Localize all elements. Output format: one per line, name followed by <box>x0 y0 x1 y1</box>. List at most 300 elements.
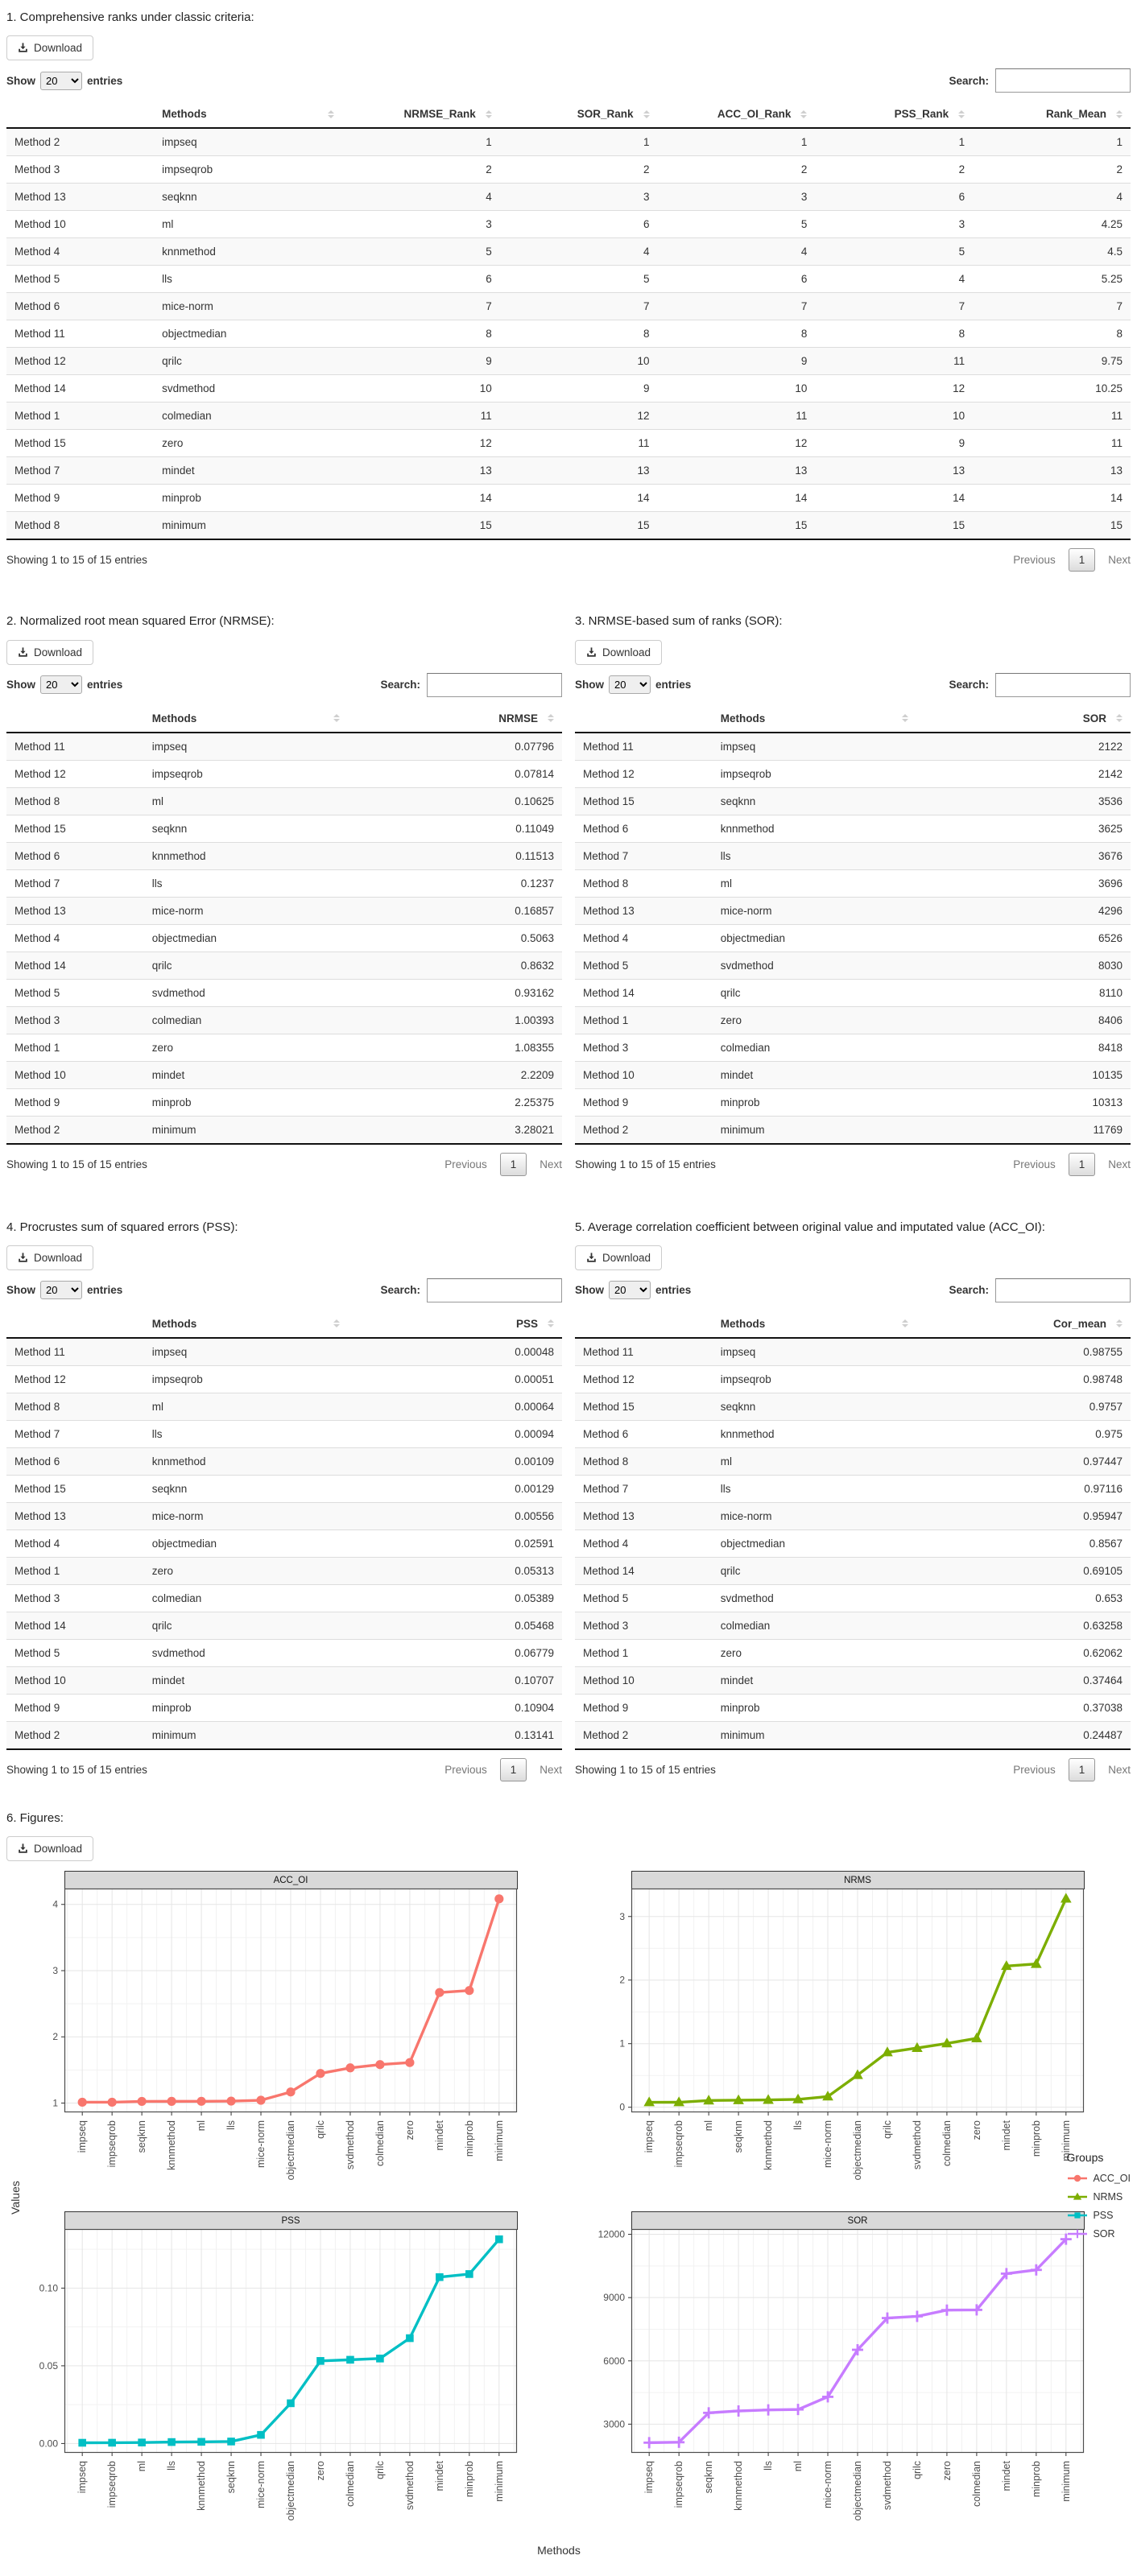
value-cell: 14 <box>658 485 816 512</box>
table-row <box>575 1557 1131 1584</box>
table-row <box>575 979 1131 1006</box>
method-cell: minimum <box>713 1721 916 1749</box>
value-cell: 10.25 <box>973 375 1131 402</box>
showing-info: Showing 1 to 15 of 15 entries <box>575 1158 716 1170</box>
value-cell: 0.07796 <box>348 733 562 761</box>
svg-text:lls: lls <box>763 2461 775 2471</box>
page-size-select[interactable] <box>40 675 82 694</box>
table-row <box>6 457 1131 485</box>
row-name-cell: Method 10 <box>6 1666 144 1694</box>
value-cell: 0.1237 <box>348 869 562 897</box>
table-header-row <box>575 1311 1131 1338</box>
method-cell: knnmethod <box>713 1420 916 1447</box>
page-1-button[interactable]: 1 <box>500 1153 527 1176</box>
table-row <box>575 952 1131 979</box>
method-cell: mindet <box>713 1666 916 1694</box>
page-size-select[interactable] <box>40 72 82 90</box>
value-cell: 0.5063 <box>348 924 562 952</box>
section-sor <box>575 609 1131 1177</box>
table-row <box>6 733 562 761</box>
column-header-methods[interactable]: Methods <box>713 705 916 733</box>
value-cell: 11769 <box>916 1116 1131 1144</box>
download-button[interactable] <box>6 1245 93 1270</box>
entries-label: entries <box>655 679 692 691</box>
value-cell: 6 <box>658 266 816 293</box>
row-name-cell: Method 7 <box>6 457 154 485</box>
method-cell: mice-norm <box>154 293 342 320</box>
search-label: Search: <box>949 74 989 87</box>
svg-text:minimum: minimum <box>493 2461 505 2502</box>
row-name-cell: Method 4 <box>6 924 144 952</box>
value-cell: 2.25375 <box>348 1088 562 1116</box>
legend-label: ACC_OI <box>1093 2173 1131 2184</box>
svg-text:6000: 6000 <box>603 2355 625 2367</box>
table-row <box>6 1666 562 1694</box>
table-row <box>6 320 1131 348</box>
table-row <box>575 1365 1131 1393</box>
value-cell: 14 <box>342 485 500 512</box>
svg-text:impseq: impseq <box>643 2461 655 2494</box>
column-header-rowname <box>575 705 713 733</box>
table-row <box>575 869 1131 897</box>
value-cell: 0.24487 <box>916 1721 1131 1749</box>
table-row <box>575 1721 1131 1749</box>
table-row <box>575 1666 1131 1694</box>
search-box <box>380 673 562 697</box>
method-cell: minprob <box>154 485 342 512</box>
method-cell: mindet <box>144 1061 348 1088</box>
previous-button[interactable]: Previous <box>444 1158 487 1170</box>
column-header-methods[interactable]: Methods <box>144 705 348 733</box>
row-name-cell: Method 14 <box>575 1557 713 1584</box>
row-name-cell: Method 7 <box>6 1420 144 1447</box>
value-cell: 0.16857 <box>348 897 562 924</box>
method-cell: mice-norm <box>713 897 916 924</box>
row-name-cell: Method 1 <box>6 1034 144 1061</box>
row-name-cell: Method 15 <box>575 787 713 815</box>
search-input[interactable] <box>995 68 1131 93</box>
search-label: Search: <box>949 1284 989 1297</box>
show-entries <box>6 675 122 694</box>
page-size-select[interactable] <box>609 1281 651 1299</box>
value-cell: 11 <box>973 402 1131 430</box>
legend-item-nrms <box>1066 2189 1131 2205</box>
row-name-cell: Method 3 <box>6 1584 144 1612</box>
value-cell: 0.00109 <box>348 1447 562 1475</box>
value-cell: 2.2209 <box>348 1061 562 1088</box>
svg-text:mindet: mindet <box>433 2461 445 2491</box>
row-name-cell: Method 11 <box>6 1338 144 1366</box>
svg-text:impseqrob: impseqrob <box>106 2461 118 2508</box>
legend-item-acc_oi <box>1066 2170 1131 2186</box>
row-name-cell: Method 1 <box>6 1557 144 1584</box>
table-row <box>575 815 1131 842</box>
value-cell: 0.975 <box>916 1420 1131 1447</box>
row-name-cell: Method 10 <box>575 1061 713 1088</box>
table-row <box>6 1338 562 1366</box>
next-button[interactable]: Next <box>1108 1158 1131 1170</box>
method-cell: zero <box>154 430 342 457</box>
section-acc-oi <box>575 1215 1131 1783</box>
pagination <box>1013 1758 1131 1781</box>
value-cell: 11 <box>658 402 816 430</box>
square-marker-icon <box>1066 2207 1089 2223</box>
chart-nrms <box>596 1871 1089 2200</box>
row-name-cell: Method 5 <box>6 1639 144 1666</box>
value-cell: 5 <box>342 238 500 266</box>
value-cell: 13 <box>342 457 500 485</box>
table-row <box>6 184 1131 211</box>
page-1-button[interactable]: 1 <box>1069 1758 1096 1781</box>
download-button[interactable] <box>6 640 93 665</box>
value-cell: 9 <box>342 348 500 375</box>
show-label: Show <box>6 1284 35 1297</box>
table-row <box>6 293 1131 320</box>
row-name-cell: Method 2 <box>575 1721 713 1749</box>
value-cell: 0.8632 <box>348 952 562 979</box>
legend-item-sor <box>1066 2226 1131 2242</box>
download-label: Download <box>34 646 83 658</box>
sort-icon <box>800 110 807 118</box>
svg-text:12000: 12000 <box>597 2228 625 2240</box>
previous-button[interactable]: Previous <box>444 1763 487 1776</box>
table-row <box>575 1116 1131 1144</box>
method-cell: impseq <box>144 1338 348 1366</box>
svg-text:seqknn: seqknn <box>136 2120 148 2153</box>
value-cell: 4 <box>342 184 500 211</box>
column-header-sor[interactable]: SOR <box>916 705 1131 733</box>
previous-button[interactable]: Previous <box>1013 554 1056 567</box>
method-cell: minprob <box>713 1694 916 1721</box>
table-row <box>575 1393 1131 1420</box>
svg-text:impseqrob: impseqrob <box>673 2461 685 2508</box>
search-input[interactable] <box>995 673 1131 697</box>
page-1-button[interactable]: 1 <box>1069 548 1096 572</box>
search-input[interactable] <box>427 673 562 697</box>
row-name-cell: Method 8 <box>6 787 144 815</box>
value-cell: 0.00051 <box>348 1365 562 1393</box>
svg-text:objectmedian: objectmedian <box>285 2461 296 2521</box>
row-name-cell: Method 13 <box>6 1502 144 1530</box>
x-axis-title: Methods <box>537 2544 581 2557</box>
value-cell: 0.653 <box>916 1584 1131 1612</box>
method-cell: svdmethod <box>144 1639 348 1666</box>
row-name-cell: Method 2 <box>6 1116 144 1144</box>
svg-text:mindet: mindet <box>1000 2120 1012 2151</box>
pagination <box>1013 548 1131 572</box>
method-cell: mindet <box>144 1666 348 1694</box>
sort-icon <box>333 1319 340 1327</box>
column-header-rank-mean[interactable]: Rank_Mean <box>973 101 1131 128</box>
table-body <box>6 1338 562 1749</box>
download-icon <box>18 1843 28 1854</box>
nrmse-table <box>6 705 562 1145</box>
method-cell: mice-norm <box>144 1502 348 1530</box>
page-size-select[interactable] <box>40 1281 82 1299</box>
method-cell: zero <box>144 1557 348 1584</box>
sort-icon <box>548 714 554 722</box>
table-row <box>575 1639 1131 1666</box>
section-title: 6. Figures: <box>6 1810 64 1825</box>
row-name-cell: Method 4 <box>575 1530 713 1557</box>
value-cell: 2 <box>973 156 1131 184</box>
value-cell: 3536 <box>916 787 1131 815</box>
download-icon <box>18 43 28 53</box>
value-cell: 0.00556 <box>348 1502 562 1530</box>
download-label: Download <box>602 1251 651 1264</box>
search-input[interactable] <box>995 1278 1131 1302</box>
row-name-cell: Method 9 <box>575 1694 713 1721</box>
row-name-cell: Method 12 <box>575 1365 713 1393</box>
row-name-cell: Method 13 <box>6 184 154 211</box>
column-header-cor-mean[interactable]: Cor_mean <box>916 1311 1131 1338</box>
section-title: 3. NRMSE-based sum of ranks (SOR): <box>575 614 783 629</box>
download-button[interactable] <box>575 1245 662 1270</box>
table-row <box>575 760 1131 787</box>
svg-text:1: 1 <box>52 2097 58 2109</box>
method-cell: seqknn <box>713 1393 916 1420</box>
row-name-cell: Method 9 <box>6 1694 144 1721</box>
row-name-cell: Method 12 <box>6 1365 144 1393</box>
table-body <box>575 1338 1131 1749</box>
download-button[interactable] <box>575 640 662 665</box>
previous-button[interactable]: Previous <box>1013 1158 1056 1170</box>
page-1-button[interactable]: 1 <box>1069 1153 1096 1176</box>
cor-mean-table <box>575 1311 1131 1750</box>
column-header-pss-rank[interactable]: PSS_Rank <box>815 101 973 128</box>
row-name-cell: Method 8 <box>575 1447 713 1475</box>
page-1-button[interactable]: 1 <box>500 1758 527 1781</box>
value-cell: 8 <box>658 320 816 348</box>
download-label: Download <box>34 42 83 55</box>
next-button[interactable]: Next <box>1108 1763 1131 1776</box>
value-cell: 13 <box>500 457 658 485</box>
row-name-cell: Method 4 <box>6 238 154 266</box>
row-name-cell: Method 6 <box>6 842 144 869</box>
table-row <box>6 869 562 897</box>
table-controls <box>6 1278 562 1302</box>
row-name-cell: Method 15 <box>6 815 144 842</box>
method-cell: minprob <box>713 1088 916 1116</box>
sort-icon <box>902 714 908 722</box>
row-name-cell: Method 3 <box>575 1612 713 1639</box>
row-name-cell: Method 3 <box>6 156 154 184</box>
svg-text:mice-norm: mice-norm <box>255 2461 267 2509</box>
value-cell: 10 <box>658 375 816 402</box>
table-row <box>6 128 1131 156</box>
row-name-cell: Method 1 <box>575 1639 713 1666</box>
method-cell: impseq <box>713 1338 916 1366</box>
svg-text:qrilc: qrilc <box>374 2461 386 2479</box>
table-header-row <box>6 1311 562 1338</box>
method-cell: svdmethod <box>713 952 916 979</box>
next-button[interactable]: Next <box>1108 554 1131 567</box>
next-button[interactable]: Next <box>540 1158 562 1170</box>
table-row <box>6 238 1131 266</box>
column-header-pss[interactable]: PSS <box>348 1311 562 1338</box>
value-cell: 8110 <box>916 979 1131 1006</box>
column-header-methods[interactable]: Methods <box>144 1311 348 1338</box>
row-name-cell: Method 14 <box>6 375 154 402</box>
value-cell: 1 <box>658 128 816 156</box>
sort-icon <box>643 110 650 118</box>
show-entries <box>6 72 122 90</box>
value-cell: 4.25 <box>973 211 1131 238</box>
page-size-select[interactable] <box>609 675 651 694</box>
table-row <box>575 1530 1131 1557</box>
row-name-cell: Method 4 <box>6 1530 144 1557</box>
value-cell: 8 <box>815 320 973 348</box>
method-cell: zero <box>144 1034 348 1061</box>
column-header-rowname <box>6 101 154 128</box>
svg-text:impseqrob: impseqrob <box>673 2120 685 2168</box>
row-name-cell: Method 9 <box>575 1088 713 1116</box>
value-cell: 11 <box>815 348 973 375</box>
svg-text:impseq: impseq <box>76 2461 89 2494</box>
show-label: Show <box>6 74 35 87</box>
table-body <box>6 733 562 1144</box>
svg-text:3000: 3000 <box>603 2418 625 2430</box>
column-header-nrmse[interactable]: NRMSE <box>348 705 562 733</box>
table-row <box>6 402 1131 430</box>
method-cell: lls <box>713 842 916 869</box>
pagination <box>444 1758 562 1781</box>
table-row <box>6 924 562 952</box>
method-cell: lls <box>713 1475 916 1502</box>
row-name-cell: Method 11 <box>6 320 154 348</box>
table-row <box>6 1447 562 1475</box>
previous-button[interactable]: Previous <box>1013 1763 1056 1776</box>
row-name-cell: Method 2 <box>6 128 154 156</box>
chart-pss <box>29 2211 522 2541</box>
column-header-methods[interactable]: Methods <box>713 1311 916 1338</box>
method-cell: svdmethod <box>144 979 348 1006</box>
table-row <box>575 1338 1131 1366</box>
table-row <box>6 430 1131 457</box>
section-title: 5. Average correlation coefficient between original value and imputated value (ACC_OI): <box>575 1220 1045 1234</box>
column-header-acc-oi-rank[interactable]: ACC_OI_Rank <box>658 101 816 128</box>
value-cell: 10 <box>815 402 973 430</box>
table-row <box>575 733 1131 761</box>
svg-text:mindet: mindet <box>433 2120 445 2151</box>
method-cell: knnmethod <box>713 815 916 842</box>
table-footer <box>575 1153 1131 1176</box>
svg-text:objectmedian: objectmedian <box>852 2120 863 2181</box>
search-label: Search: <box>380 679 420 691</box>
figure-svg <box>29 2211 522 2537</box>
search-label: Search: <box>949 679 989 691</box>
chart-acc-oi <box>29 1871 522 2200</box>
value-cell: 9 <box>500 375 658 402</box>
value-cell: 4.5 <box>973 238 1131 266</box>
table-row <box>6 1721 562 1749</box>
row-name-cell: Method 6 <box>575 815 713 842</box>
value-cell: 0.10707 <box>348 1666 562 1694</box>
value-cell: 0.62062 <box>916 1639 1131 1666</box>
next-button[interactable]: Next <box>540 1763 562 1776</box>
chart-sor <box>596 2211 1089 2541</box>
svg-text:0: 0 <box>619 2101 625 2113</box>
value-cell: 0.06779 <box>348 1639 562 1666</box>
svg-text:svdmethod: svdmethod <box>881 2461 893 2511</box>
column-header-nrmse-rank[interactable]: NRMSE_Rank <box>342 101 500 128</box>
column-header-methods[interactable]: Methods <box>154 101 342 128</box>
row-name-cell: Method 2 <box>6 1721 144 1749</box>
method-cell: mindet <box>713 1061 916 1088</box>
svg-text:lls: lls <box>225 2120 238 2130</box>
value-cell: 3 <box>342 211 500 238</box>
value-cell: 0.00129 <box>348 1475 562 1502</box>
plus-marker-icon <box>1066 2226 1089 2242</box>
table-row <box>575 787 1131 815</box>
method-cell: impseq <box>713 733 916 761</box>
value-cell: 1 <box>973 128 1131 156</box>
sort-icon <box>902 1319 908 1327</box>
table-row <box>6 1639 562 1666</box>
download-button[interactable] <box>6 35 93 60</box>
method-cell: ml <box>144 1393 348 1420</box>
value-cell: 0.00064 <box>348 1393 562 1420</box>
legend-label: SOR <box>1093 2228 1115 2240</box>
method-cell: zero <box>713 1639 916 1666</box>
table-row <box>6 760 562 787</box>
value-cell: 0.69105 <box>916 1557 1131 1584</box>
value-cell: 0.05313 <box>348 1557 562 1584</box>
svg-text:svdmethod: svdmethod <box>911 2120 923 2170</box>
table-row <box>6 512 1131 540</box>
table-row <box>6 952 562 979</box>
value-cell: 0.97447 <box>916 1447 1131 1475</box>
download-icon <box>586 1253 597 1263</box>
svg-text:zero: zero <box>403 2120 416 2140</box>
search-input[interactable] <box>427 1278 562 1302</box>
value-cell: 6526 <box>916 924 1131 952</box>
download-label: Download <box>34 1843 83 1855</box>
svg-text:svdmethod: svdmethod <box>403 2461 416 2511</box>
value-cell: 0.00048 <box>348 1338 562 1366</box>
table-row <box>6 979 562 1006</box>
value-cell: 13 <box>658 457 816 485</box>
download-button[interactable] <box>6 1836 93 1861</box>
table-row <box>575 1088 1131 1116</box>
row-name-cell: Method 12 <box>6 760 144 787</box>
row-name-cell: Method 12 <box>6 348 154 375</box>
svg-text:ml: ml <box>196 2120 208 2132</box>
svg-text:0.00: 0.00 <box>39 2438 58 2450</box>
value-cell: 7 <box>342 293 500 320</box>
svg-text:knnmethod: knnmethod <box>166 2120 178 2170</box>
method-cell: impseq <box>154 128 342 156</box>
row-name-cell: Method 4 <box>575 924 713 952</box>
value-cell: 0.11513 <box>348 842 562 869</box>
value-cell: 2 <box>500 156 658 184</box>
table-row <box>6 897 562 924</box>
value-cell: 5 <box>500 266 658 293</box>
value-cell: 3 <box>500 184 658 211</box>
column-header-sor-rank[interactable]: SOR_Rank <box>500 101 658 128</box>
search-label: Search: <box>380 1284 420 1297</box>
method-cell: minimum <box>154 512 342 540</box>
table-row <box>6 1420 562 1447</box>
svg-text:NRMS: NRMS <box>844 1876 871 1885</box>
download-label: Download <box>602 646 651 658</box>
row-name-cell: Method 8 <box>575 869 713 897</box>
svg-text:minprob: minprob <box>463 2461 475 2498</box>
value-cell: 7 <box>973 293 1131 320</box>
row-name-cell: Method 1 <box>575 1006 713 1034</box>
method-cell: minprob <box>144 1088 348 1116</box>
row-name-cell: Method 7 <box>6 869 144 897</box>
